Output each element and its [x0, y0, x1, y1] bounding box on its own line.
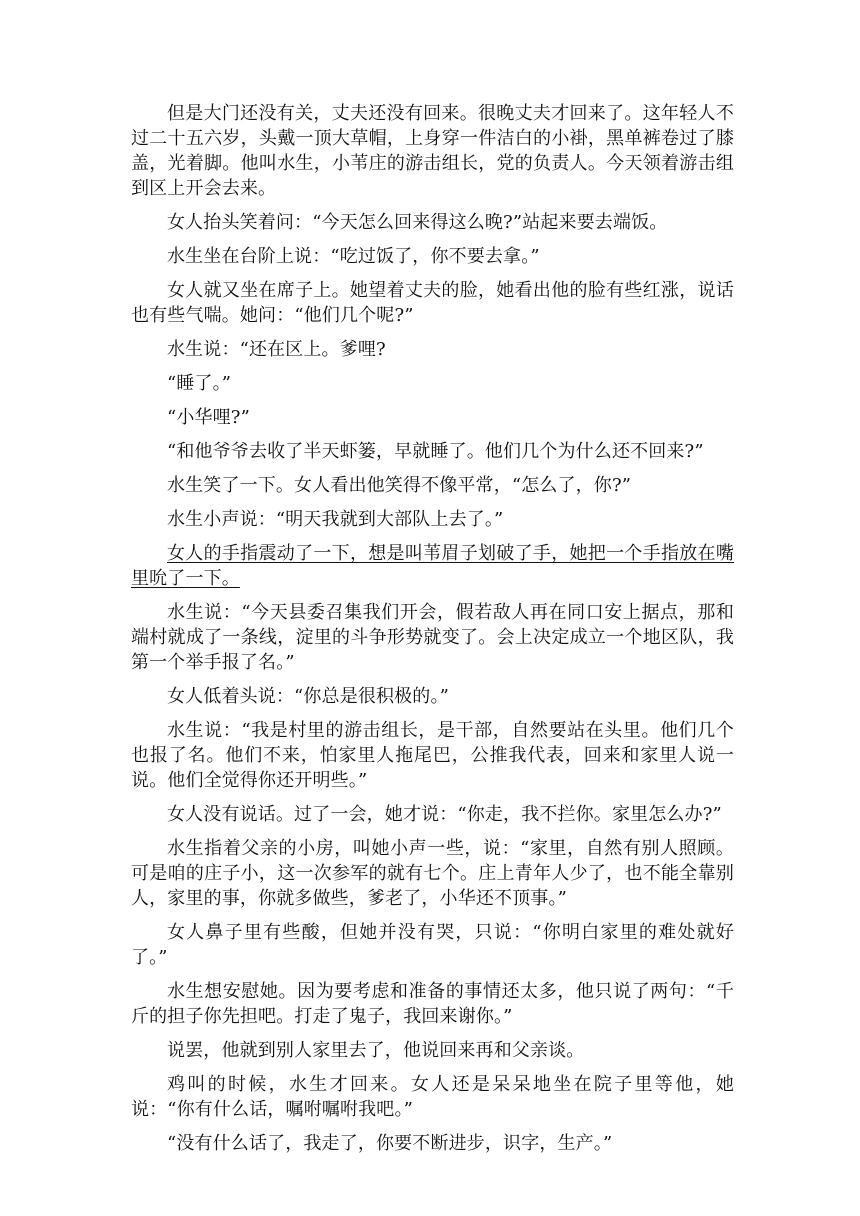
paragraph: 水生说：“还在区上。爹哩?	[167, 339, 386, 360]
paragraph: 水生坐在台阶上说：“吃过饭了，你不要去拿。”	[167, 246, 540, 267]
paragraph: 鸡叫的时候，水生才回来。女人还是呆呆地坐在院子里等他，她说：“你有什么话，嘱咐嘱咐我吧。”	[131, 1074, 734, 1120]
paragraph: 说罢，他就到别人家里去了，他说回来再和父亲谈。	[167, 1040, 585, 1061]
paragraph: 女人低着头说：“你总是很积极的。”	[167, 686, 449, 707]
paragraph: “和他爷爷去收了半天虾篓，早就睡了。他们几个为什么还不回来?”	[167, 441, 704, 462]
paragraph: 女人就又坐在席子上。她望着丈夫的脸，她看出他的脸有些红涨，说话也有些气喘。她问：“他们几个呢?”	[131, 280, 734, 326]
paragraph: 水生指着父亲的小房，叫她小声一些，说：“家里，自然有别人照顾。可是咱的庄子小，这一次参军的就有七个。庄上青年人少了，也不能全靠别人，家里的事，你就多做些，爹老了，小华还不顶事。”	[131, 838, 734, 909]
paragraph: “小华哩?”	[167, 407, 250, 428]
paragraph: 水生说：“今天县委召集我们开会，假若敌人再在同口安上据点，那和端村就成了一条线，淀里的斗争形势就变了。会上决定成立一个地区队，我第一个举手报了名。”	[131, 602, 734, 673]
paragraph: 水生想安慰她。因为要考虑和准备的事情还太多，他只说了两句：“千斤的担子你先担吧。打走了鬼子，我回来谢你。”	[131, 981, 734, 1027]
paragraph: 但是大门还没有关，丈夫还没有回来。很晚丈夫才回来了。这年轻人不过二十五六岁，头戴一顶大草帽，上身穿一件洁白的小褂，黑单裤卷过了膝盖，光着脚。他叫水生，小苇庄的游击组长，党的负责人。今天领着游击组到区上开会去来。	[131, 103, 734, 199]
paragraph: 水生说：“我是村里的游击组长，是干部，自然要站在头里。他们几个也报了名。他们不来，怕家里人拖尾巴，公推我代表，回来和家里人说一说。他们全觉得你还开明些。”	[131, 720, 734, 791]
paragraph: “没有什么话了，我走了，你要不断进步，识字，生产。”	[167, 1133, 613, 1154]
paragraph: “睡了。”	[167, 373, 232, 394]
underlined-paragraph: 女人的手指震动了一下，想是叫苇眉子划破了手，她把一个手指放在嘴里吮了一下。	[131, 543, 734, 589]
paragraph: 女人鼻子里有些酸，但她并没有哭，只说：“你明白家里的难处就好了。”	[131, 922, 734, 968]
paragraph: 女人抬头笑着问：“今天怎么回来得这么晚?”站起来要去端饭。	[167, 212, 668, 233]
paragraph: 水生小声说：“明天我就到大部队上去了。”	[167, 509, 504, 530]
document-body	[131, 101, 734, 1165]
paragraph: 水生笑了一下。女人看出他笑得不像平常，“怎么了，你?”	[167, 475, 632, 496]
paragraph: 女人没有说话。过了一会，她才说：“你走，我不拦你。家里怎么办?”	[167, 804, 722, 825]
